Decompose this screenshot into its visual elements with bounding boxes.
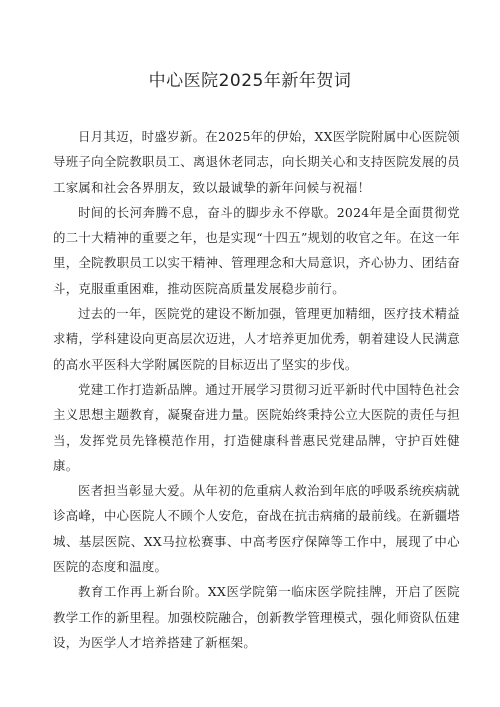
paragraph-review-2024: 时间的长河奔腾不息，奋斗的脚步永不停歇。2024年是全面贯彻党的二十大精神的重要之年，也是实现“十四五”规划的收官之年。在这一年里，全院教职员工以实干精神、管理理念和大局意识，齐心协力、团结奋斗，克服重重困难，推动医院高质量发展稳步前行。: [53, 204, 460, 296]
paragraph-past-year: 过去的一年，医院党的建设不断加强，管理更加精细，医疗技术精益求精，学科建设向更高层次迈进，人才培养更加优秀，朝着建设人民满意的高水平医科大学附属医院的目标迈出了坚实的步伐。: [53, 306, 460, 372]
document-body: [53, 124, 460, 655]
paragraph-education: 教育工作再上新台阶。XX医学院第一临床医学院挂牌，开启了医院教学工作的新里程。加强校院融合，创新教学管理模式，强化师资队伍建设，为医学人才培养搭建了新框架。: [53, 584, 460, 650]
paragraph-opening: 日月其迈，时盛岁新。在2025年的伊始，XX医学院附属中心医院领导班子向全院教职员工、离退休老同志，向长期关心和支持医院发展的员工家属和社会各界朋友，致以最诚挚的新年问候与祝福！: [53, 129, 460, 195]
document-title: 中心医院2025年新年贺词: [148, 71, 352, 91]
paragraph-medical-care: 医者担当彰显大爱。从年初的危重病人救治到年底的呼吸系统疾病就诊高峰，中心医院人不顾个人安危，奋战在抗击病痛的最前线。在新疆塔城、基层医院、XX马拉松赛事、中高考医疗保障等工作中，展现了中心医院的态度和温度。: [53, 483, 460, 575]
paragraph-party-building: 党建工作打造新品牌。通过开展学习贯彻习近平新时代中国特色社会主义思想主题教育，凝聚奋进力量。医院始终秉持公立大医院的责任与担当，发挥党员先锋模范作用，打造健康科普惠民党建品牌，守护百姓健康。: [53, 381, 460, 473]
